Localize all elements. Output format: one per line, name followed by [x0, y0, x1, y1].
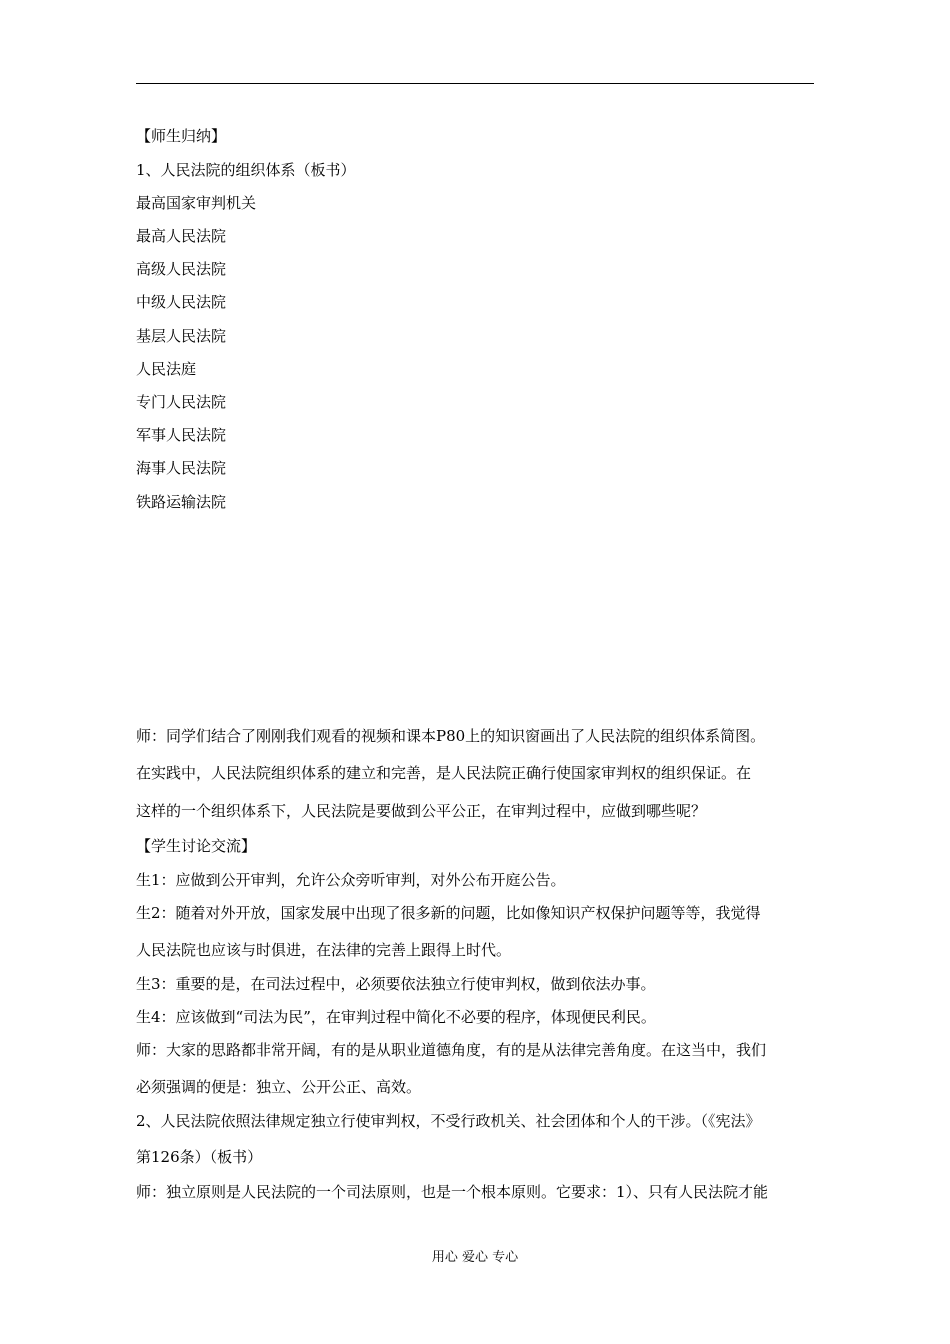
discussion-heading: 【学生讨论交流】 — [136, 837, 257, 855]
paragraph-line: 这样的一个组织体系下，人民法院是要做到公平公正，在审判过程中，应做到哪些呢？ — [136, 802, 707, 820]
student-2-answer: 生2：随着对外开放，国家发展中出现了很多新的问题，比如像知识产权保护问题等等，我觉得 — [136, 904, 761, 922]
teacher-explanation: 师：独立原则是人民法院的一个司法原则，也是一个根本原则。它要求：1）、只有人民法院才能 — [136, 1183, 769, 1201]
principle-2-cont: 第126条）（板书） — [136, 1148, 263, 1166]
page-footer: 用心 爱心 专心 — [431, 1250, 519, 1265]
teacher-summary: 师：大家的思路都非常开阔，有的是从职业道德角度，有的是从法律完善角度。在这当中，我们 — [136, 1041, 767, 1059]
tree-item: 高级人民法院 — [136, 260, 227, 278]
tree-item: 基层人民法院 — [136, 327, 227, 345]
header-rule — [136, 83, 814, 84]
tree-item: 专门人民法院 — [136, 393, 227, 411]
student-1-answer: 生1：应做到公开审判，允许公众旁听审判，对外公布开庭公告。 — [136, 871, 566, 889]
student-2-answer-cont: 人民法院也应该与时俱进，在法律的完善上跟得上时代。 — [136, 941, 512, 959]
paragraph-line: 师：同学们结合了刚刚我们观看的视频和课本P80上的知识窗画出了人民法院的组织体系简图。 — [136, 727, 766, 745]
tree-item: 最高国家审判机关 — [136, 194, 257, 212]
teacher-summary-cont: 必须强调的便是：独立、公开公正、高效。 — [136, 1078, 422, 1096]
tree-item: 最高人民法院 — [136, 227, 227, 245]
paragraph-line: 在实践中，人民法院组织体系的建立和完善，是人民法院正确行使国家审判权的组织保证。在 — [136, 764, 752, 782]
section-heading: 【师生归纳】 — [136, 127, 227, 145]
tree-item: 人民法庭 — [136, 360, 197, 378]
principle-2: 2、人民法院依照法律规定独立行使审判权，不受行政机关、社会团体和个人的干涉。（《宪法》 — [136, 1112, 761, 1130]
tree-item: 中级人民法院 — [136, 293, 227, 311]
tree-item: 海事人民法院 — [136, 459, 227, 477]
student-4-answer: 生4：应该做到“司法为民”，在审判过程中简化不必要的程序，体现便民利民。 — [136, 1008, 656, 1026]
tree-item: 铁路运输法院 — [136, 493, 227, 511]
student-3-answer: 生3：重要的是，在司法过程中，必须要依法独立行使审判权，做到依法办事。 — [136, 975, 656, 993]
tree-item: 军事人民法院 — [136, 426, 227, 444]
tree-title: 1、人民法院的组织体系（板书） — [136, 161, 356, 179]
